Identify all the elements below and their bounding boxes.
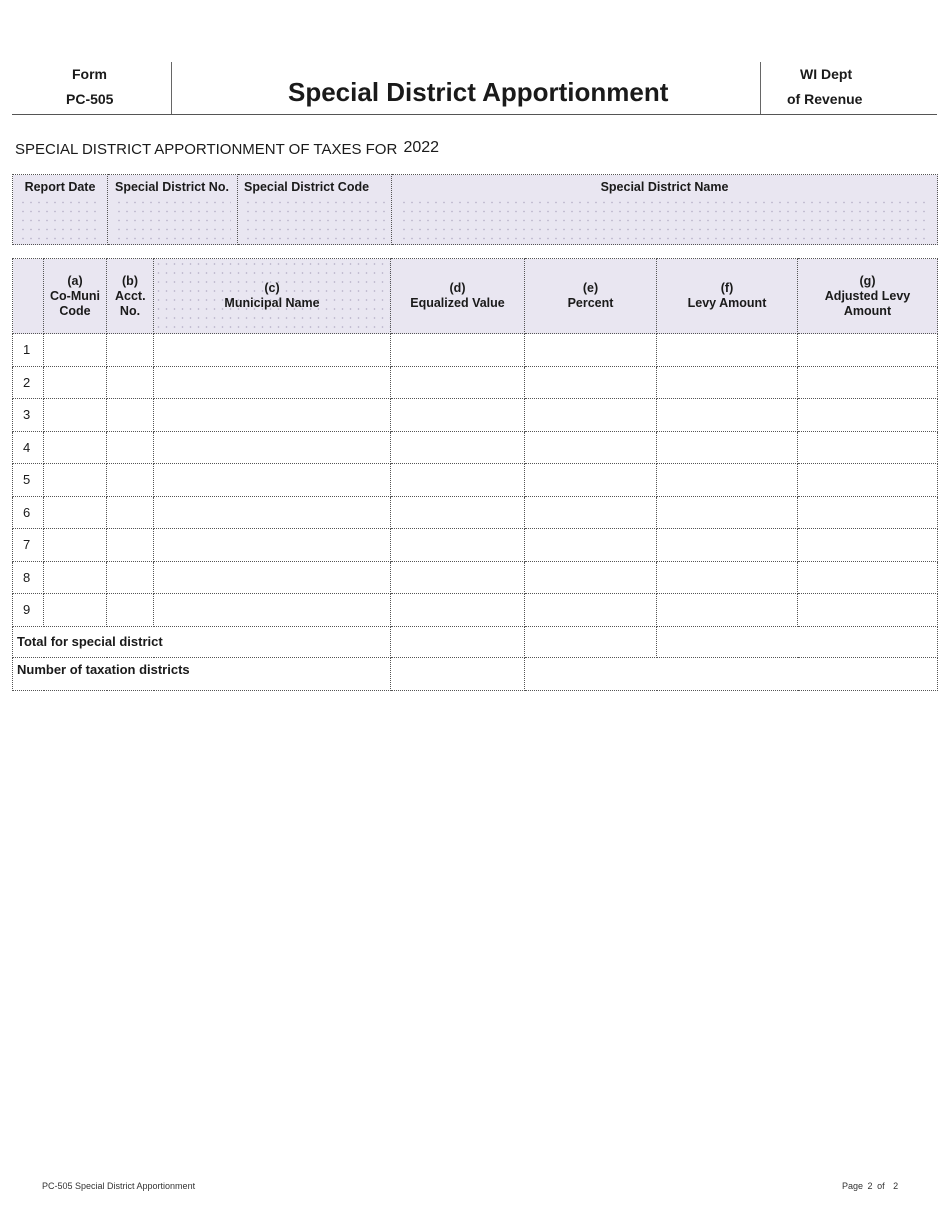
municipal-name-cell[interactable]	[154, 496, 391, 529]
table-row	[13, 594, 938, 627]
col-b-header	[107, 259, 154, 334]
form-subtitle	[15, 141, 439, 159]
levy-amount-cell[interactable]	[657, 431, 798, 464]
district-name-label: Special District Name	[600, 180, 729, 194]
table-row	[13, 399, 938, 432]
col-a-label: Co-Muni Code	[50, 288, 100, 318]
page-total: 2	[893, 1181, 899, 1191]
header-divider-left	[171, 62, 172, 114]
adjusted-levy-amount-cell[interactable]	[798, 334, 938, 367]
municipal-name-cell[interactable]	[154, 529, 391, 562]
co-muni-code-cell[interactable]	[44, 594, 107, 627]
total-label: Total for special district	[13, 626, 391, 657]
acct-no-cell[interactable]	[107, 334, 154, 367]
dept-line-2: of Revenue	[787, 91, 863, 107]
district-info-table	[12, 174, 938, 245]
levy-amount-cell[interactable]	[657, 399, 798, 432]
col-g-header	[798, 259, 938, 334]
row-number: 8	[13, 561, 44, 594]
col-e-header	[525, 259, 657, 334]
district-no-label: Special District No.	[115, 180, 229, 194]
data-rows	[13, 334, 938, 627]
acct-no-cell[interactable]	[107, 366, 154, 399]
col-f-label: Levy Amount	[687, 296, 767, 310]
equalized-value-cell[interactable]	[391, 529, 525, 562]
table-row	[13, 366, 938, 399]
col-d-header	[391, 259, 525, 334]
co-muni-code-cell[interactable]	[44, 529, 107, 562]
levy-amount-cell[interactable]	[657, 561, 798, 594]
municipal-name-cell[interactable]	[154, 594, 391, 627]
equalized-value-cell[interactable]	[391, 464, 525, 497]
equalized-value-cell[interactable]	[391, 366, 525, 399]
co-muni-code-cell[interactable]	[44, 431, 107, 464]
report-date-field[interactable]	[19, 198, 101, 240]
percent-cell[interactable]	[525, 366, 657, 399]
levy-amount-cell[interactable]	[657, 464, 798, 497]
equalized-value-cell[interactable]	[391, 431, 525, 464]
equalized-value-cell[interactable]	[391, 334, 525, 367]
header-rule	[12, 114, 937, 115]
col-g-letter: (g)	[859, 273, 876, 288]
municipal-name-cell[interactable]	[154, 561, 391, 594]
col-f-header	[657, 259, 798, 334]
municipal-name-cell[interactable]	[154, 366, 391, 399]
co-muni-code-cell[interactable]	[44, 366, 107, 399]
col-c-header	[154, 259, 391, 334]
page-number: 2	[867, 1181, 873, 1191]
acct-no-cell[interactable]	[107, 399, 154, 432]
equalized-value-cell[interactable]	[391, 561, 525, 594]
col-b-label: Acct. No.	[115, 288, 146, 318]
row-number: 4	[13, 431, 44, 464]
percent-cell[interactable]	[525, 431, 657, 464]
adjusted-levy-amount-cell[interactable]	[798, 561, 938, 594]
acct-no-cell[interactable]	[107, 529, 154, 562]
levy-amount-cell[interactable]	[657, 594, 798, 627]
percent-cell[interactable]	[525, 399, 657, 432]
col-d-label: Equalized Value	[410, 296, 505, 310]
acct-no-cell[interactable]	[107, 496, 154, 529]
taxation-district-count[interactable]	[391, 657, 525, 690]
report-date-label: Report Date	[24, 180, 96, 194]
district-code-label: Special District Code	[244, 180, 370, 194]
levy-amount-cell[interactable]	[657, 334, 798, 367]
table-row	[13, 496, 938, 529]
percent-cell[interactable]	[525, 334, 657, 367]
percent-cell[interactable]	[525, 529, 657, 562]
co-muni-code-cell[interactable]	[44, 496, 107, 529]
co-muni-code-cell[interactable]	[44, 464, 107, 497]
col-f-letter: (f)	[720, 281, 734, 295]
equalized-value-cell[interactable]	[391, 594, 525, 627]
percent-cell[interactable]	[525, 594, 657, 627]
of-label: of	[877, 1181, 885, 1191]
total-row	[13, 626, 938, 657]
col-e-label: Percent	[567, 296, 614, 310]
total-percent[interactable]	[525, 626, 657, 657]
district-code-field[interactable]	[244, 198, 385, 240]
page-label: Page	[842, 1181, 864, 1191]
row-number-header	[13, 259, 44, 334]
adjusted-levy-amount-cell[interactable]	[798, 464, 938, 497]
adjusted-levy-amount-cell[interactable]	[798, 366, 938, 399]
col-d-letter: (d)	[449, 281, 466, 295]
table-row	[13, 464, 938, 497]
table-row	[13, 431, 938, 464]
form-label: Form	[72, 66, 107, 82]
row-number: 9	[13, 594, 44, 627]
count-blank	[525, 657, 938, 690]
acct-no-cell[interactable]	[107, 594, 154, 627]
col-e-letter: (e)	[582, 281, 599, 295]
percent-cell[interactable]	[525, 496, 657, 529]
percent-cell[interactable]	[525, 464, 657, 497]
co-muni-code-cell[interactable]	[44, 334, 107, 367]
levy-amount-cell[interactable]	[657, 529, 798, 562]
count-label: Number of taxation districts	[13, 657, 391, 690]
adjusted-levy-amount-cell[interactable]	[798, 431, 938, 464]
row-number: 2	[13, 366, 44, 399]
col-c-label: Municipal Name	[224, 296, 320, 310]
tax-year[interactable]: 2022	[403, 139, 440, 156]
footer-form-name: PC-505 Special District Apportionment	[42, 1181, 196, 1191]
form-number: PC-505	[66, 91, 114, 107]
levy-amount-cell[interactable]	[657, 496, 798, 529]
municipal-name-cell[interactable]	[154, 431, 391, 464]
row-number: 1	[13, 334, 44, 367]
header-divider-right	[760, 62, 761, 114]
col-c-letter: (c)	[264, 281, 280, 295]
page-title: Special District Apportionment	[288, 77, 669, 107]
col-g-label: Adjusted Levy Amount	[824, 288, 911, 318]
total-levy[interactable]	[657, 626, 938, 657]
district-name-cell[interactable]	[392, 175, 938, 245]
adjusted-levy-amount-cell[interactable]	[798, 496, 938, 529]
adjusted-levy-amount-cell[interactable]	[798, 594, 938, 627]
equalized-value-cell[interactable]	[391, 496, 525, 529]
total-equalized-value[interactable]	[391, 626, 525, 657]
acct-no-cell[interactable]	[107, 561, 154, 594]
footer-page-info	[842, 1181, 898, 1191]
row-number: 5	[13, 464, 44, 497]
report-date-cell[interactable]	[13, 175, 108, 245]
percent-cell[interactable]	[525, 561, 657, 594]
district-code-cell[interactable]	[238, 175, 392, 245]
table-row	[13, 529, 938, 562]
table-row	[13, 334, 938, 367]
col-b-letter: (b)	[122, 273, 138, 288]
row-number: 7	[13, 529, 44, 562]
column-header-row	[13, 259, 938, 334]
district-name-field[interactable]	[400, 198, 929, 240]
apportionment-table	[12, 258, 938, 691]
row-number: 6	[13, 496, 44, 529]
district-no-cell[interactable]	[108, 175, 238, 245]
col-a-letter: (a)	[67, 273, 83, 288]
count-row	[13, 657, 938, 690]
municipal-name-cell[interactable]	[154, 334, 391, 367]
col-a-header	[44, 259, 107, 334]
row-number: 3	[13, 399, 44, 432]
municipal-name-cell[interactable]	[154, 399, 391, 432]
co-muni-code-cell[interactable]	[44, 561, 107, 594]
subtitle-text: SPECIAL DISTRICT APPORTIONMENT OF TAXES FOR	[15, 141, 398, 158]
levy-amount-cell[interactable]	[657, 366, 798, 399]
dept-line-1: WI Dept	[800, 66, 853, 82]
district-no-field[interactable]	[115, 198, 231, 240]
acct-no-cell[interactable]	[107, 464, 154, 497]
acct-no-cell[interactable]	[107, 431, 154, 464]
equalized-value-cell[interactable]	[391, 399, 525, 432]
adjusted-levy-amount-cell[interactable]	[798, 399, 938, 432]
adjusted-levy-amount-cell[interactable]	[798, 529, 938, 562]
co-muni-code-cell[interactable]	[44, 399, 107, 432]
municipal-name-cell[interactable]	[154, 464, 391, 497]
table-row	[13, 561, 938, 594]
